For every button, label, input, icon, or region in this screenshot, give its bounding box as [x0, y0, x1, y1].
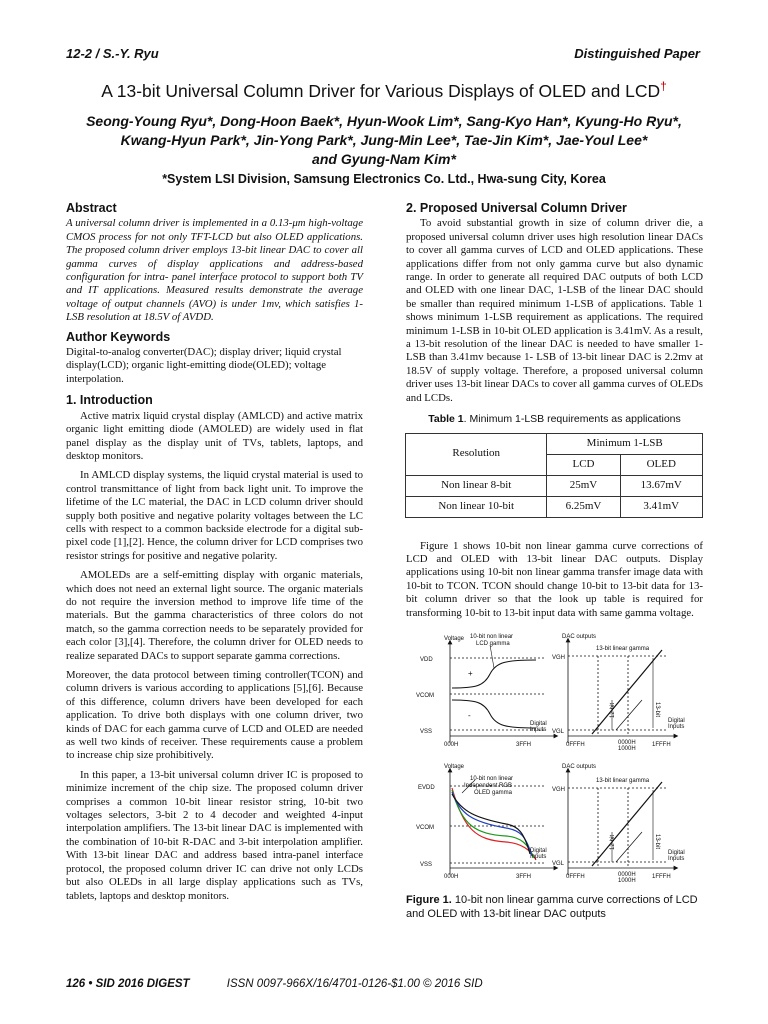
table-cell: Non linear 10-bit	[406, 496, 547, 517]
intro-paragraph: In this paper, a 13-bit universal column driver IC is proposed to minimize increment of the chip size. The proposed column driver comprises a common 10-bit linear resistor string, 10-bit two voltages selectors, 3-bit 2 to 4 decoder and weighted 4-input interpolation amplifiers. The 13-bit linear DAC is implemented with the combination of 10-bit R-DAC and 3-bit interpolation amplifier. With 13-bit linear DAC and address based intra-panel interface protocol, the proposed column driver IC can drive not only LCDs but also OLEDs in all large display applications such as TVs, tablets, laptops and desktop monitors.	[66, 768, 363, 902]
bl-oled-gamma-blue	[452, 792, 532, 856]
tl-xlabel-2: Inputs	[530, 727, 547, 733]
page-footer	[66, 978, 716, 990]
keywords-heading: Author Keywords	[66, 329, 171, 344]
tl-minus: -	[468, 711, 471, 720]
intro-paragraph: Active matrix liquid crystal display (AMLCD) and active matrix organic light emitting diode (AMOLED) are widely used in flat panel display as the display unit of TVs, tablets, laptops, and desktop monitors.	[66, 409, 363, 462]
section2-paragraph: Figure 1 shows 10-bit non linear gamma curve corrections of LCD and OLED with 13-bit linear DAC outputs. Display applications using 10-bit non linear gamma transfer image data with 10-bit to TCON. TCON should change 10-bit to 13-bit data for 13-bit column driver so that the look up table is required for transforming 10-bit to 13-bit input data with same gamma voltage.	[406, 539, 703, 619]
intro-paragraph: Moreover, the data protocol between timing controller(TCON) and column drivers is various according to applications [5],[6]. Because of this difference, column drivers have been developed for each application. To drive both displays with one column driver, two kinds of DAC for each gamma curve of LCD and OLED are needed as well two kinds of receiver. These requirements cause a problem to increase chip size prohibitively.	[66, 669, 363, 762]
tl-x1: 3FFH	[516, 742, 531, 748]
table1-caption-label: Table 1	[428, 413, 464, 426]
table-row	[406, 475, 703, 496]
tl-vcom-label: VCOM	[416, 693, 434, 699]
table-header-lcd: LCD	[547, 454, 620, 475]
tl-plus: +	[468, 669, 473, 678]
tr-12bit-label: 12-bit	[610, 702, 616, 718]
table-row	[406, 496, 703, 517]
keywords-text: Digital-to-analog converter(DAC); display driver; liquid crystal display(LCD); organic light-emitting diode(OLED); voltage interpolation.	[66, 346, 342, 385]
bl-vcom-label: VCOM	[416, 825, 434, 831]
br-xlabel-1: Digital	[668, 850, 685, 856]
author-line: Seong-Young Ryu*, Dong-Hoon Baek*, Hyun-Wook Lim*, Sang-Kyo Han*, Kyung-Ho Ryu*,	[86, 113, 682, 129]
bl-curve-label-2: Independent RGB	[464, 783, 513, 789]
table-cell: 6.25mV	[547, 496, 620, 517]
tl-xlabel-1: Digital	[530, 721, 547, 727]
footer-page-info: 126 • SID 2016 DIGEST	[66, 978, 190, 990]
tl-x0: 000H	[444, 742, 459, 748]
br-x2: 1FFFH	[652, 874, 671, 880]
bl-x1: 3FFH	[516, 874, 531, 880]
tr-xlabel-1: Digital	[668, 718, 685, 724]
table-cell: Non linear 8-bit	[406, 475, 547, 496]
tl-ylabel: Voltage	[444, 636, 465, 642]
intro-paragraph: AMOLEDs are a self-emitting display with organic materials, which does not need an external light source. The organic materials do not require the inversion method to improve life time of the materials. But the gamma characteristics of three colors do not match, so the gamma correction needs to be separately provided for each color [3],[4]. Therefore, the column driver for OLED needs to realize separated DACs to support separate gamma corrections.	[66, 569, 363, 662]
affiliation: *System LSI Division, Samsung Electronics Co. Ltd., Hwa-sung City, Korea	[162, 172, 606, 186]
table-header-oled: OLED	[620, 454, 702, 475]
table-cell: 3.41mV	[620, 496, 702, 517]
author-line: Kwang-Hyun Park*, Jin-Yong Park*, Jung-Min Lee*, Tae-Jin Kim*, Jae-Youl Lee*	[120, 132, 648, 148]
intro-paragraph: In AMLCD display systems, the liquid crystal material is used to control transmittance of light from back light unit. To improve the lifetime of the LC material, the DAC in LCD column driver should supply both positive and negative polarity voltages between the LC cells with respect to a common backside electrode for a digital sub-pixel code [1],[2]. Hence, the column driver for LCD comprises two resistor strings for positive and negative polarity.	[66, 469, 363, 562]
intro-heading: 1. Introduction	[66, 393, 153, 408]
tr-ylabel: DAC outputs	[562, 634, 597, 640]
tl-curve-label-2: LCD gamma	[476, 641, 510, 647]
right-column	[406, 202, 703, 626]
table-header-resolution: Resolution	[406, 433, 547, 475]
br-vgh-label: VGH	[552, 787, 566, 793]
br-xlabel-2: Inputs	[668, 856, 685, 862]
tl-vdd-label: VDD	[420, 657, 433, 663]
abstract-text: A universal column driver is implemented in a 0.13-μm high-voltage CMOS process for not only TFT-LCD but also OLED applications. The proposed column driver employs 13-bit linear DAC to cover all gamma curves of display applications and address-based configuration for intra- panel interface protocol to support both TV and IT applications. Measured results demonstrate the average voltage of output channels (AVO) is under 1mv, which satisfies 1-LSB resolution at 18.5V of AVDD.	[66, 217, 363, 324]
running-header-right: Distinguished Paper	[574, 46, 700, 61]
table-cell: 25mV	[547, 475, 620, 496]
br-linear-line	[592, 782, 662, 866]
br-x1-2: 1000H	[618, 878, 636, 884]
figure1-caption	[406, 893, 706, 921]
br-12bit-label: 12-bit	[610, 834, 616, 850]
br-x1-1: 0000H	[618, 872, 636, 878]
tl-negative-gamma-curve	[452, 700, 536, 728]
author-list	[40, 112, 728, 169]
tr-xlabel-2: Inputs	[668, 724, 685, 730]
br-line-label: 13-bit linear gamma	[596, 778, 650, 784]
footer-issn: ISSN 0097-966X/16/4701-0126-$1.00 © 2016 SID	[226, 978, 483, 990]
tr-x1-2: 1000H	[618, 746, 636, 752]
title-footnote-mark: †	[660, 79, 667, 93]
tr-x1-1: 0000H	[618, 740, 636, 746]
bl-xlabel-2: Inputs	[530, 854, 547, 860]
tr-line-label: 13-bit linear gamma	[596, 646, 650, 652]
table-cell: 13.67mV	[620, 475, 702, 496]
tl-label-pointer	[490, 645, 494, 668]
br-vgl-label: VGL	[552, 861, 565, 867]
paper-title	[0, 79, 768, 102]
tr-linear-line	[592, 650, 662, 734]
tr-x0: 0FFFH	[566, 742, 585, 748]
bl-xlabel-1: Digital	[530, 848, 547, 854]
author-line: and Gyung-Nam Kim*	[312, 151, 456, 167]
br-x0: 0FFFH	[566, 874, 585, 880]
bl-evdd-label: EVDD	[418, 785, 435, 791]
bl-oled-gamma-green	[452, 790, 534, 858]
bl-ylabel: Voltage	[444, 764, 465, 770]
abstract-heading: Abstract	[66, 201, 117, 215]
left-column	[66, 202, 363, 909]
tl-curve-label-1: 10-bit non linear	[470, 634, 514, 640]
table-header-minimum: Minimum 1-LSB	[547, 433, 703, 454]
tr-x2: 1FFFH	[652, 742, 671, 748]
bl-curve-label-1: 10-bit non linear	[470, 776, 514, 782]
section2-heading: 2. Proposed Universal Column Driver	[406, 201, 627, 215]
tl-positive-gamma-curve	[452, 660, 536, 688]
tr-linear-line-short	[616, 700, 642, 730]
figure1-caption-label: Figure 1.	[406, 894, 452, 906]
bl-x0: 000H	[444, 874, 459, 880]
paper-title-text: A 13-bit Universal Column Driver for Various Displays of OLED and LCD	[101, 80, 661, 101]
br-13bit-label: 13-bit	[654, 834, 660, 850]
figure1-caption-text: 10-bit non linear gamma curve corrections of LCD and OLED with 13-bit linear DAC outputs	[406, 894, 698, 920]
bl-curve-label-3: OLED gamma	[474, 790, 513, 796]
bl-vss-label: VSS	[420, 862, 433, 868]
tr-vgl-label: VGL	[552, 729, 565, 735]
table1-caption	[406, 413, 703, 426]
table1	[405, 433, 703, 518]
br-linear-line-short	[616, 832, 642, 862]
br-ylabel: DAC outputs	[562, 764, 597, 770]
bl-oled-gamma-red	[452, 788, 536, 860]
figure1	[406, 630, 702, 888]
table1-caption-text: . Minimum 1-LSB requirements as applications	[463, 413, 681, 426]
running-header-left: 12-2 / S.-Y. Ryu	[66, 46, 159, 61]
tr-vgh-label: VGH	[552, 655, 566, 661]
tl-vss-label: VSS	[420, 729, 433, 735]
section2-paragraph: To avoid substantial growth in size of column driver die, a proposed universal column driver uses high resolution linear DACs to cover all gamma curves of LCD and OLED applications. These applications differ from not only gamma curve but also dynamic range. In order to generate all required DAC outputs of both LCD and OLED with one linear DAC, 1-LSB of the linear DAC should be smaller than required minimum 1-LSB of applications. Table 1 shows minimum 1-LSB requirement as applications. The required minimum 1-LSB in 10-bit OLED application is 3.41mV. As a result, a 13-bit resolution of the linear DAC is needed to have smaller 1-LSB than 3.41mv because 1- LSB of 13-bit linear DAC is 2.2mv at 18.5V of supply voltage. Therefore, a proposed universal column driver uses 13-bit linear DACs to cover all gamma curves of OLEDs and LCDs.	[406, 217, 703, 404]
tr-13bit-label: 13-bit	[654, 702, 660, 718]
